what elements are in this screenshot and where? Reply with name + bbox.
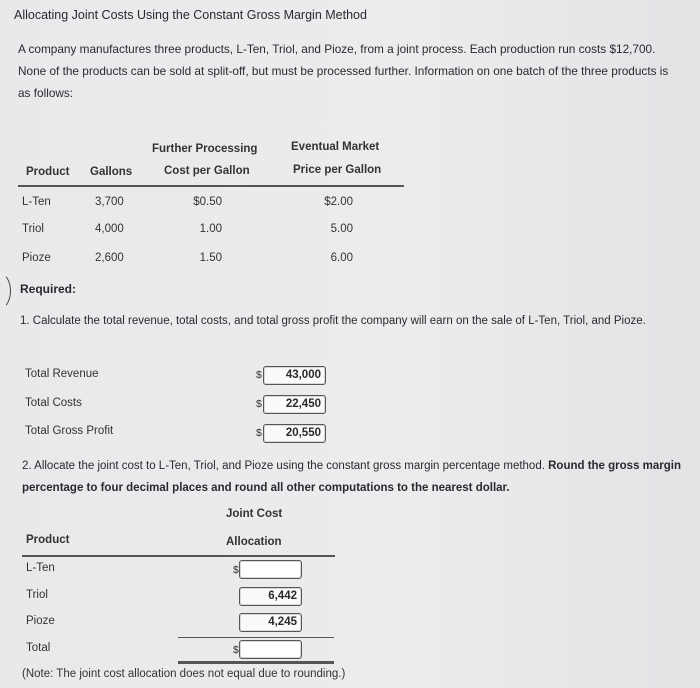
dollar-sign: $ xyxy=(256,427,262,439)
triol-allocation-input[interactable]: 6,442 xyxy=(239,587,302,606)
row-gallons: 2,600 xyxy=(95,252,124,264)
header-product: Product xyxy=(26,166,70,178)
required-label: Required: xyxy=(20,282,77,296)
dollar-sign: $ xyxy=(256,369,262,381)
row-price: 6.00 xyxy=(330,252,353,264)
alloc-label-triol: Triol xyxy=(26,589,48,601)
page-title: Allocating Joint Costs Using the Constant Gross Margin Method xyxy=(14,8,367,22)
row-price: 5.00 xyxy=(330,223,353,235)
header-price-per-gallon: Price per Gallon xyxy=(293,164,382,176)
dollar-sign: $ xyxy=(233,644,239,656)
rounding-note: (Note: The joint cost allocation does not equal due to rounding.) xyxy=(22,668,346,680)
total-revenue-label: Total Revenue xyxy=(25,368,99,380)
dollar-sign: $ xyxy=(256,398,262,410)
header-product-2: Product xyxy=(26,534,70,546)
total-divider xyxy=(178,637,334,638)
total-allocation-input[interactable] xyxy=(239,640,302,659)
allocation-header-divider xyxy=(22,555,335,557)
header-gallons: Gallons xyxy=(90,166,133,178)
dollar-sign: $ xyxy=(233,564,239,576)
total-revenue-input[interactable]: 43,000 xyxy=(263,366,326,385)
alloc-label-pioze: Pioze xyxy=(26,615,55,627)
question-1: 1. Calculate the total revenue, total costs, and total gross profit the company will earn on the sale of L-Ten, Triol, and Pioze. xyxy=(20,315,646,327)
alloc-label-total: Total xyxy=(26,642,51,654)
row-gallons: 3,700 xyxy=(95,196,124,208)
row-product: Pioze xyxy=(22,252,51,264)
header-allocation: Allocation xyxy=(226,536,282,548)
problem-intro: A company manufactures three products, L-Ten, Triol, and Pioze, from a joint process. Each production run costs $12,700. None of the products can be sold at split-off, but must be processed further. Information on one batch of the three products is as follows: xyxy=(18,42,669,100)
header-divider xyxy=(18,185,404,187)
header-eventual-market: Eventual Market xyxy=(291,141,380,153)
row-product: Triol xyxy=(22,223,44,235)
header-cost-per-gallon: Cost per Gallon xyxy=(164,165,250,177)
question-2 xyxy=(22,455,682,499)
row-product: L-Ten xyxy=(22,196,51,208)
collapse-bracket xyxy=(0,272,11,310)
question-2-text: 2. Allocate the joint cost to L-Ten, Triol, and Pioze using the constant gross margin percentage method. xyxy=(22,460,549,472)
question-2-instruction: Round the gross margin percentage to four decimal places and round all other computations to the nearest dollar. xyxy=(22,460,682,494)
row-price: $2.00 xyxy=(324,196,353,208)
total-gross-profit-input[interactable]: 20,550 xyxy=(263,424,326,443)
double-underline xyxy=(178,661,334,664)
total-costs-label: Total Costs xyxy=(25,397,82,409)
header-further-processing: Further Processing xyxy=(152,143,258,155)
row-cost: $0.50 xyxy=(193,196,222,208)
row-cost: 1.00 xyxy=(199,223,222,235)
header-joint-cost: Joint Cost xyxy=(226,508,283,520)
row-cost: 1.50 xyxy=(199,252,222,264)
total-gross-profit-label: Total Gross Profit xyxy=(25,425,114,437)
total-costs-input[interactable]: 22,450 xyxy=(263,395,326,414)
lten-allocation-input[interactable] xyxy=(239,560,302,579)
row-gallons: 4,000 xyxy=(95,223,124,235)
alloc-label-lten: L-Ten xyxy=(26,562,55,574)
pioze-allocation-input[interactable]: 4,245 xyxy=(239,613,302,632)
